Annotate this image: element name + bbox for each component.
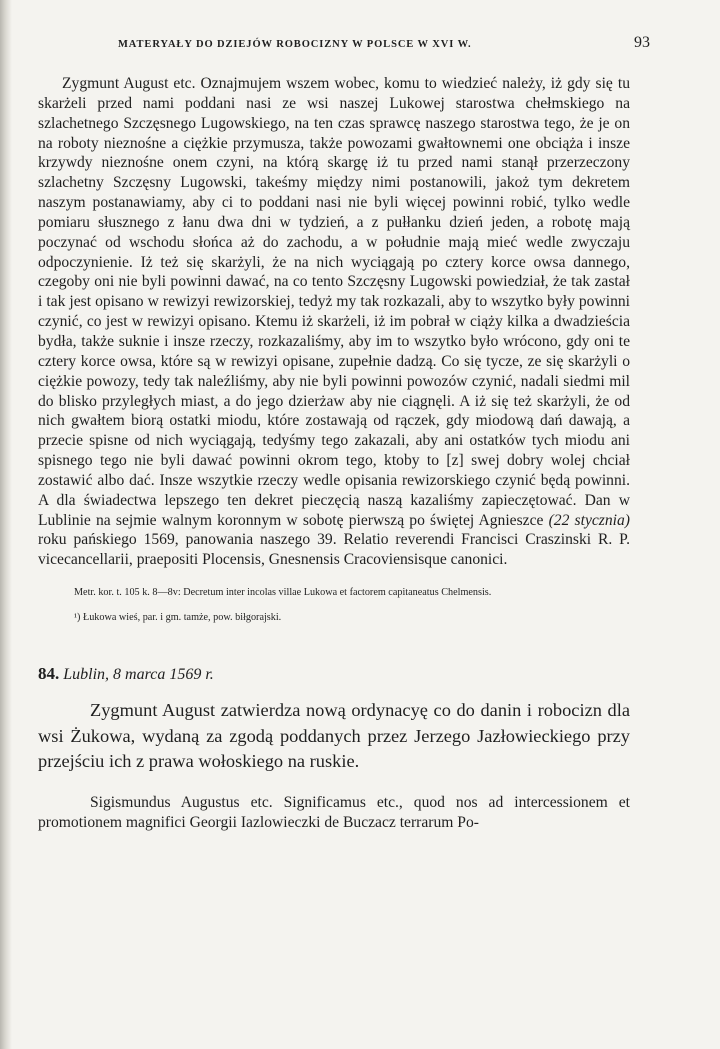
- decree-text-closing: roku pańskiego 1569, panowania naszego 39. Relatio reverendi Francisci Craszinski R. P. vicecancellarii, praepositi Plocensis, Gnesnensis Cracoviensisque canonici.: [38, 531, 630, 569]
- decree-text: [38, 74, 630, 570]
- page-binding-edge: [0, 0, 12, 1049]
- entry-number: 84.: [38, 664, 60, 684]
- page-content: [38, 62, 630, 848]
- footnote: ¹) Łukowa wieś, par. i gm. tamże, pow. biłgorajski.: [74, 612, 282, 624]
- entry-heading: [38, 664, 630, 684]
- page-number: 93: [634, 34, 650, 51]
- source-note: Metr. kor. t. 105 k. 8—8v: Decretum inter incolas villae Lukowa et factorem capitaneatus Chelmensis.: [74, 587, 492, 599]
- latin-text: Sigismundus Augustus etc. Significamus etc., quod nos ad intercessionem et promotionem magnifici Georgii Iazlowieczki de Buczacz terrarum Po-: [38, 793, 630, 831]
- entry-place-date: Lublin, 8 marca 1569 r.: [63, 666, 214, 684]
- running-head: MATERYAŁY DO DZIEJÓW ROBOCIZNY W POLSCE W XVI W.: [118, 39, 472, 50]
- entry-summary: Zygmunt August zatwierdza nową ordynacyę co do danin i robocizn dla wsi Żukowa, wydaną za zgodą poddanych przez Jerzego Jazłowieckiego przy przejściu ich z prawa wołoskiego na ruskie.: [38, 700, 630, 772]
- decree-text-main: Zygmunt August etc. Oznajmujem wszem wobec, komu to wiedzieć należy, iż gdy się tu skarżeli przed nami poddani nasi ze wsi naszej Lukowej starostwa chełmskiego na szlachetnego Szczęsnego Lugowskiego, na ten czas sprawcę naszego starostwa tego, że je on na roboty nieznośne a ciężkie przymusza, także powozami gwałtownemi one obciąża i insze krzywdy nieznośne onem czyni, na którą skargę iż tu przed nami stanął przerzeczony szlachetny Szczęsny Lugowski, takeśmy między nimi postanowili, jakoż tym dekretem naszym postanawiamy, aby ci to poddani nasi nie byli więcej powinni robić, tylko wedle pomiaru słusznego z łanu dwa dni w tydzień, a z pułłanku dzień jeden, a robotę mają poczynać od wschodu słońca aż do zachodu, a w południe mają mieć wedle zwyczaju odpoczynienie. Iż też się skarżyli, że na nich wyciągają po cztery korce owsa dannego, czegoby oni nie byli powinni dawać, na co tento Szczęsny Lugowski powiedział, że tak zastał i tak jest opisano w rewizyi rewizorskiej, tedyż my tak rozkazali, aby to wszytko były powinni czynić, co jest w rewizyi opisano. Ktemu iż skarżeli, iż im pobrał w ciąży kilka a dwadzieścia bydła, także suknie i insze rzeczy, rozkazaliśmy, aby im to wszytko było wrócono, gdy oni te cztery korce owsa, które są w rewizyi opisane, zupełnie dadzą. Co się tycze, ze się skarżyli o ciężkie powozy, tedy tak naleźliśmy, aby nie byli powinni powozów czynić, nadali siedmi mil do blisko przyległych miast, a do jego dzierżaw aby nie ciągnęli. A iż się też skarżyli, że od nich gwałtem biorą ostatki miodu, które zostawają od rączek, gdy miodową dań dawają, a przecie spisne od nich wyciągają, tedyśmy tego zakazali, aby ani ostatków tych miodu ani spisnego tego nie byli dawać powinni okrom tego, ktoby to [z] swej dobry wolej chciał zostawić albo dać. Insze wszytkie rzeczy wedle opisania rewizorskiego czynić będą powinni. A dla świadectwa lepszego ten dekret pieczęcią naszą kazaliśmy zapieczętować. Dan w Lublinie na sejmie walnym koronnym w sobotę pierwszą po świętej Agnieszce: [38, 75, 630, 529]
- page-header: [60, 34, 650, 52]
- date-note: (22 stycznia): [548, 511, 630, 529]
